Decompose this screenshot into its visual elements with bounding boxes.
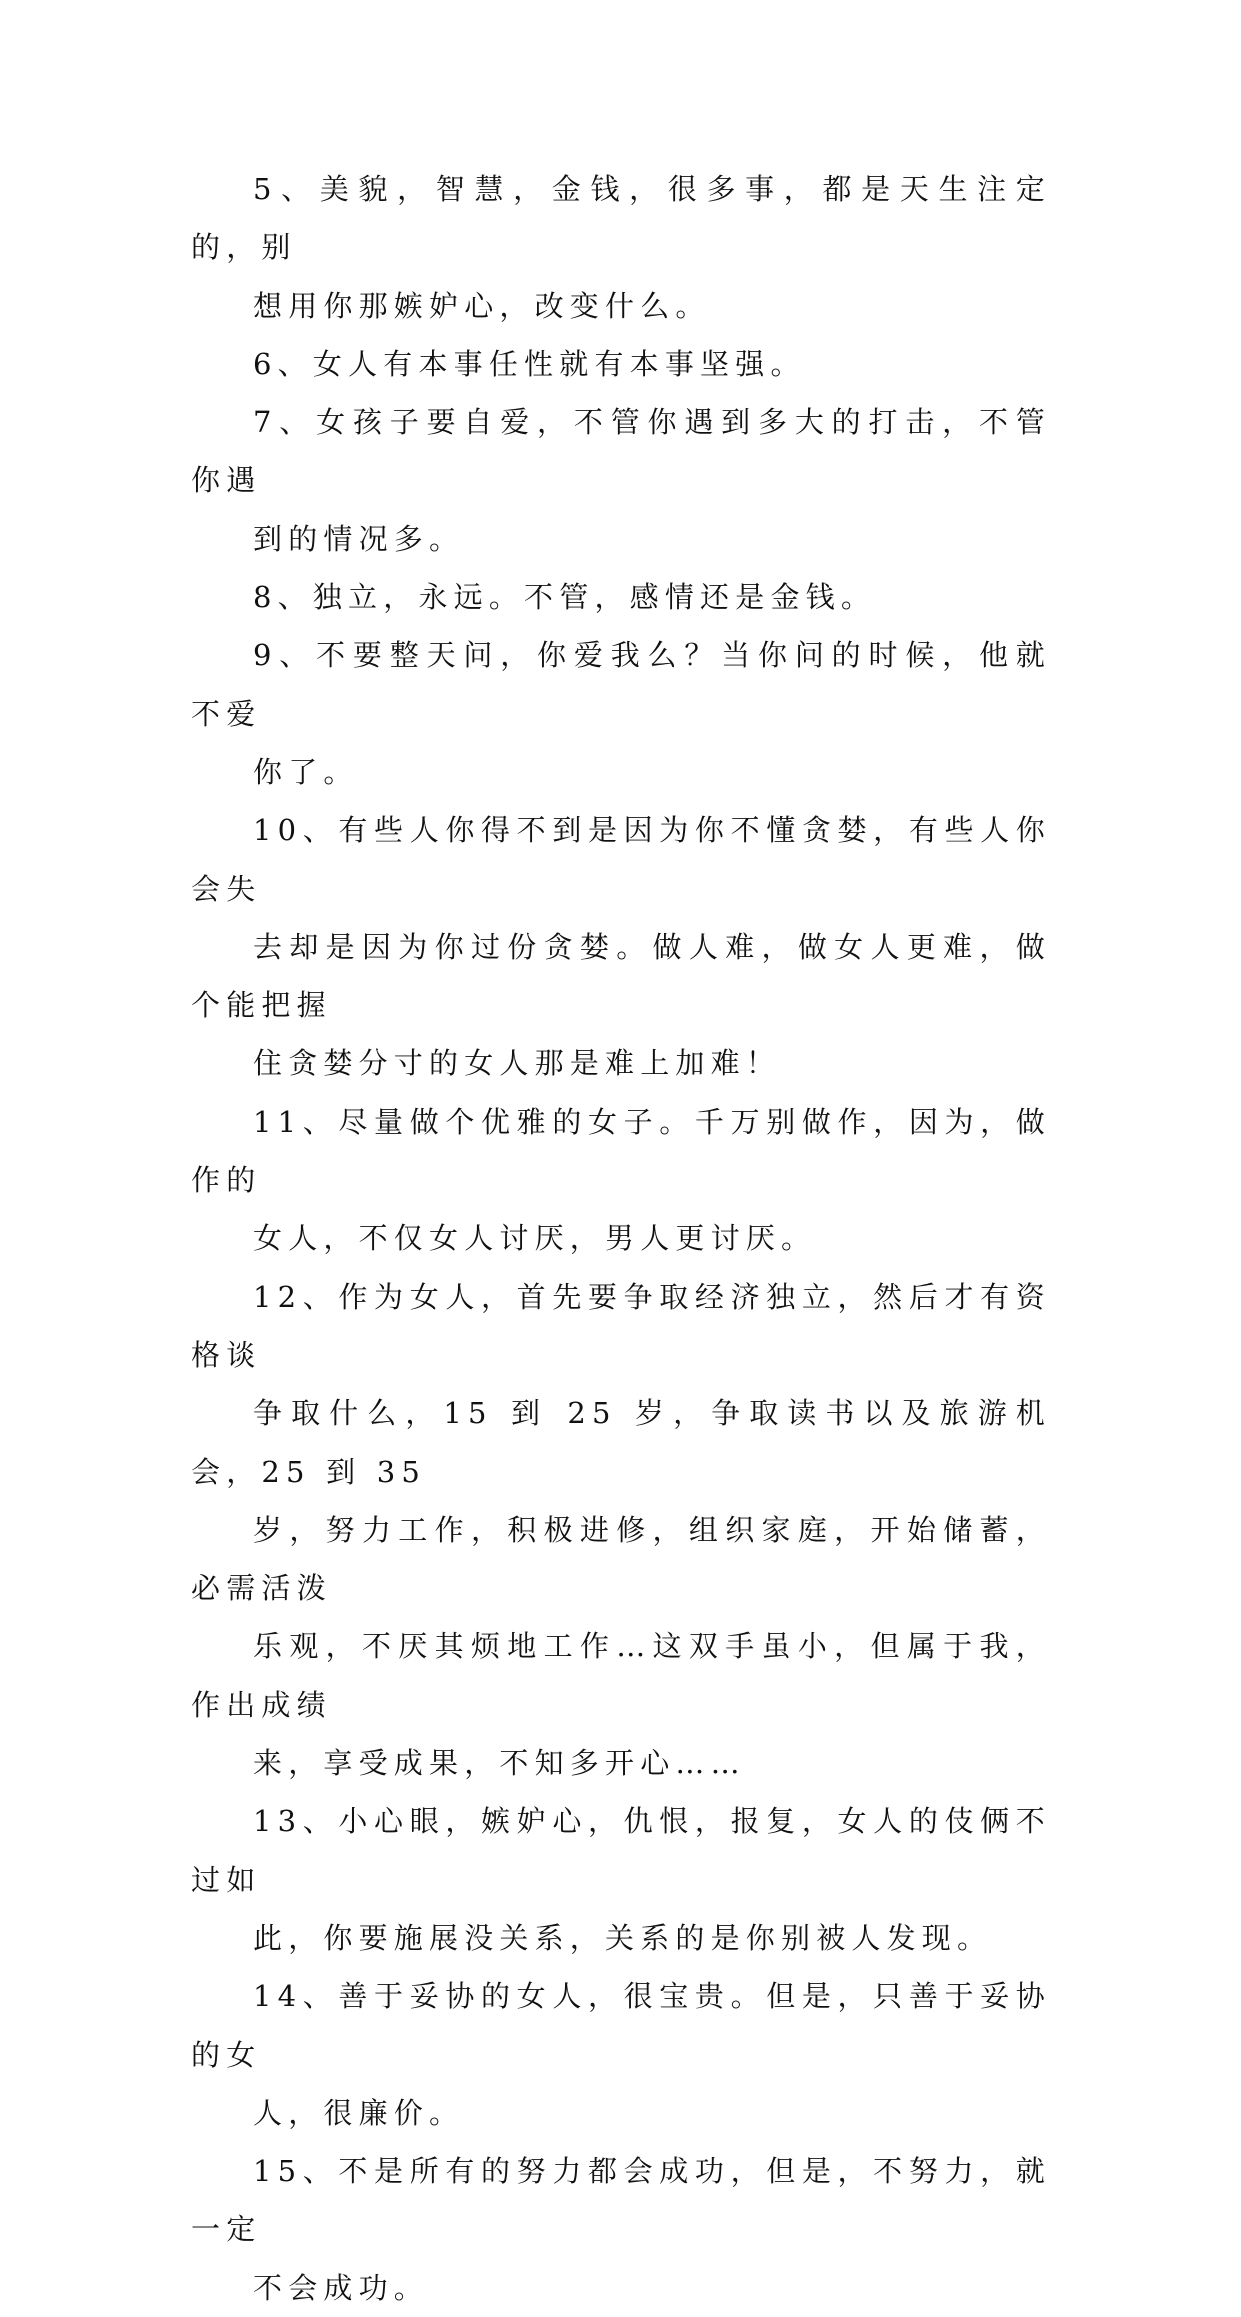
paragraph-line: 8、独立，永远。不管，感情还是金钱。	[253, 580, 877, 615]
paragraph-line: 15、不是所有的努力都会成功，但是，不努力，就一定	[191, 2154, 1051, 2247]
paragraph-line: 6、女人有本事任性就有本事坚强。	[253, 346, 806, 381]
paragraph-line: 女人，不仅女人讨厌，男人更讨厌。	[253, 1221, 817, 1256]
paragraph-line: 14、善于妥协的女人，很宝贵。但是，只善于妥协的女	[191, 1979, 1051, 2072]
paragraph-6	[191, 335, 1051, 393]
paragraph-13	[191, 1792, 1051, 1967]
paragraph-line: 来，享受成果，不知多开心……	[253, 1746, 746, 1781]
paragraph-line: 岁，努力工作，积极进修，组织家庭，开始储蓄，必需活泼	[191, 1512, 1051, 1606]
paragraph-line: 人，很廉价。	[253, 2095, 465, 2130]
paragraph-10	[191, 801, 1051, 1092]
paragraph-15	[191, 2142, 1051, 2317]
paragraph-line: 13、小心眼，嫉妒心，仇恨，报复，女人的伎俩不过如	[191, 1804, 1051, 1897]
paragraph-line: 此，你要施展没关系，关系的是你别被人发现。	[253, 1920, 993, 1955]
paragraph-14	[191, 1967, 1051, 2142]
paragraph-line: 12、作为女人，首先要争取经济独立，然后才有资格谈	[191, 1279, 1051, 1372]
paragraph-9	[191, 626, 1051, 801]
paragraph-5	[191, 160, 1051, 335]
paragraph-line: 11、尽量做个优雅的女子。千万别做作，因为，做作的	[191, 1104, 1051, 1198]
paragraph-line: 想用你那嫉妒心，改变什么。	[253, 288, 711, 323]
paragraph-line: 10、有些人你得不到是因为你不懂贪婪，有些人你会失	[191, 813, 1051, 906]
document-body	[191, 160, 1051, 2317]
paragraph-line: 7、女孩子要自爱，不管你遇到多大的打击，不管你遇	[191, 405, 1051, 498]
paragraph-line: 你了。	[253, 754, 359, 789]
paragraph-line: 争取什么，15 到 25 岁，争取读书以及旅游机会，25 到 35	[191, 1396, 1051, 1489]
paragraph-line: 乐观，不厌其烦地工作…这双手虽小，但属于我，作出成绩	[191, 1629, 1051, 1722]
paragraph-11	[191, 1093, 1051, 1268]
paragraph-line: 9、不要整天问，你爱我么？当你问的时候，他就不爱	[191, 638, 1051, 731]
paragraph-line: 不会成功。	[253, 2270, 430, 2305]
paragraph-line: 到的情况多。	[253, 521, 465, 556]
paragraph-line: 5、美貌，智慧，金钱，很多事，都是天生注定的，别	[191, 172, 1051, 265]
paragraph-line: 去却是因为你过份贪婪。做人难，做女人更难，做个能把握	[191, 929, 1051, 1023]
paragraph-12	[191, 1268, 1051, 1793]
paragraph-8	[191, 568, 1051, 626]
paragraph-line: 住贪婪分寸的女人那是难上加难！	[253, 1046, 782, 1081]
paragraph-7	[191, 393, 1051, 568]
